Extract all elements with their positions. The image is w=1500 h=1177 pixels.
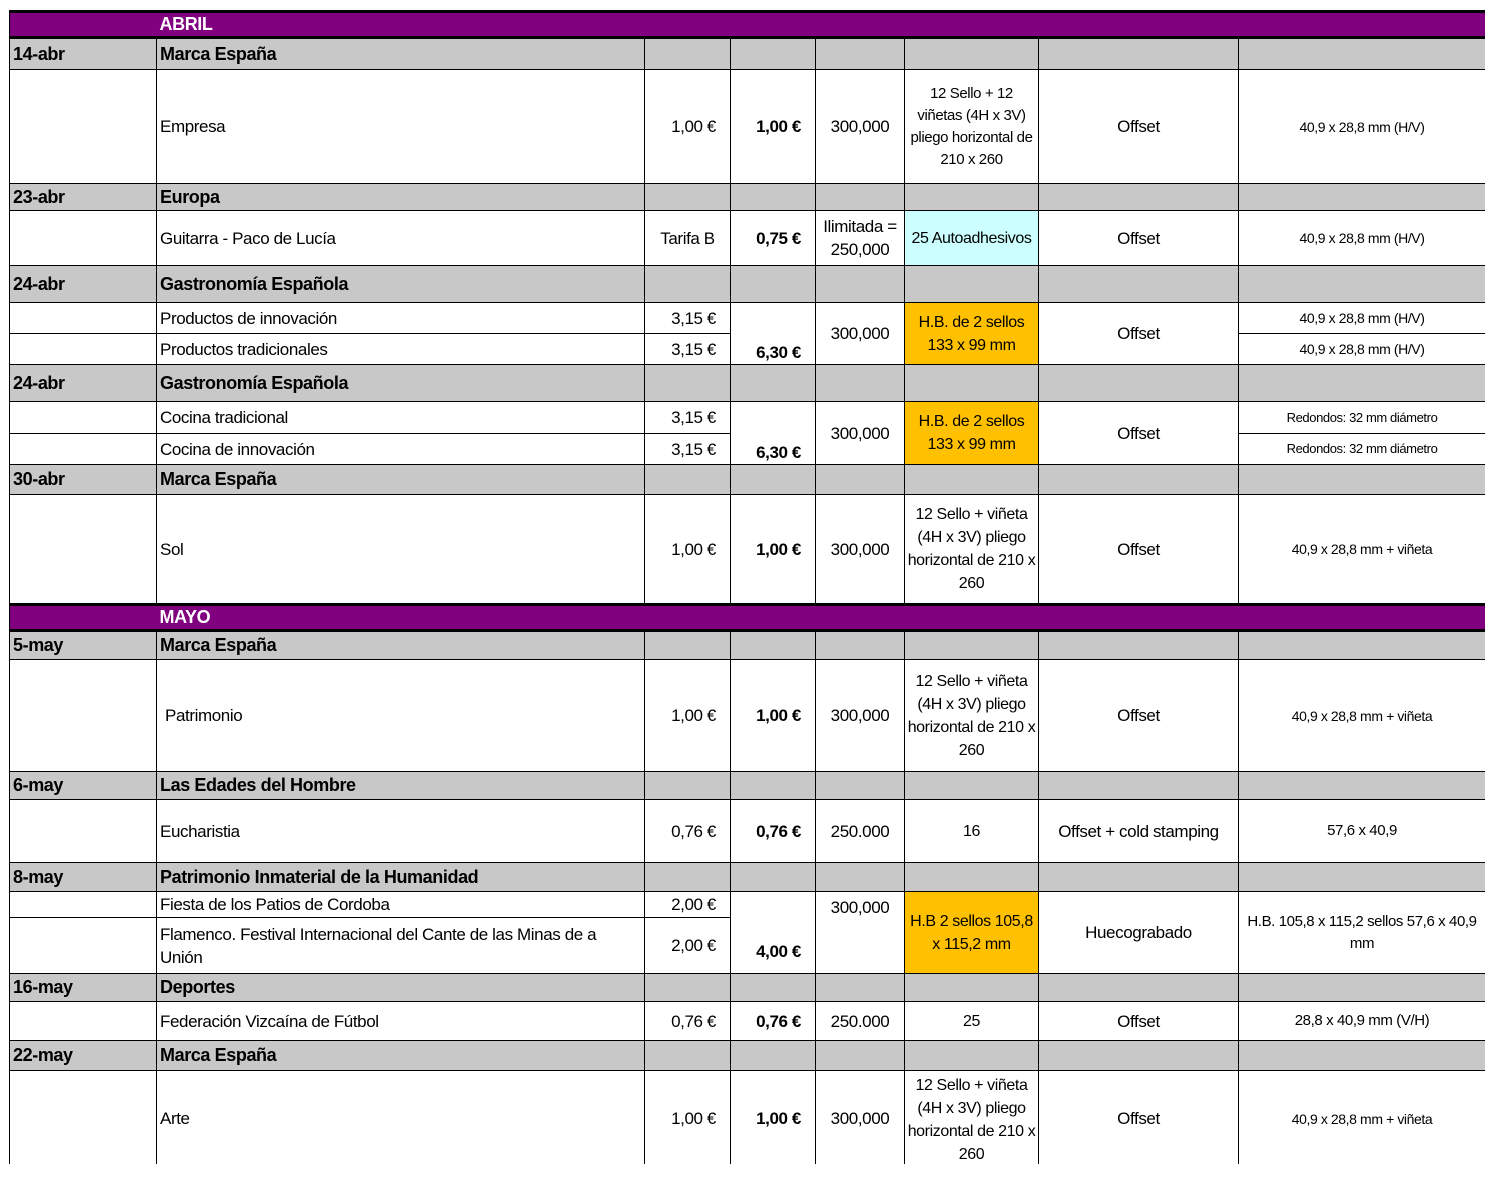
stamp-name: Patrimonio bbox=[157, 660, 645, 772]
stamp-name: Sol bbox=[157, 495, 645, 605]
face-value: 1,00 € bbox=[645, 1071, 731, 1165]
sheet-format: 12 Sello + viñeta (4H x 3V) pliego horizontal de 210 x 260 bbox=[905, 660, 1039, 772]
stamp-name: Productos de innovación bbox=[157, 303, 645, 334]
series-name: Marca España bbox=[157, 38, 645, 70]
printing-method: Offset + cold stamping bbox=[1039, 800, 1239, 863]
stamp-size: 40,9 x 28,8 mm + viñeta bbox=[1239, 660, 1486, 772]
face-value: 0,76 € bbox=[645, 1002, 731, 1041]
stamp-size: 40,9 x 28,8 mm (H/V) bbox=[1239, 211, 1486, 266]
sheet-format: 25 Autoadhesivos bbox=[905, 211, 1039, 266]
face-value: 3,15 € bbox=[645, 434, 731, 465]
stamp-name: Fiesta de los Patios de Cordoba bbox=[157, 892, 645, 918]
printing-method: Huecograbado bbox=[1039, 892, 1239, 974]
face-value: 3,15 € bbox=[645, 303, 731, 334]
stamp-name: Eucharistia bbox=[157, 800, 645, 863]
stamp-row bbox=[10, 660, 1486, 772]
issue-date: 23-abr bbox=[10, 184, 157, 211]
stamp-row bbox=[10, 495, 1486, 605]
print-run: 300,000 bbox=[816, 495, 905, 605]
section-row bbox=[10, 1041, 1486, 1071]
issue-date: 24-abr bbox=[10, 266, 157, 303]
series-name: Gastronomía Española bbox=[157, 266, 645, 303]
series-name: Gastronomía Española bbox=[157, 365, 645, 402]
section-row bbox=[10, 863, 1486, 892]
sheet-format: 12 Sello + viñeta (4H x 3V) pliego horizontal de 210 x 260 bbox=[905, 1071, 1039, 1165]
stamp-size: 40,9 x 28,8 mm + viñeta bbox=[1239, 1071, 1486, 1165]
print-run: 300,000 bbox=[816, 892, 905, 974]
print-run: 250.000 bbox=[816, 1002, 905, 1041]
stamp-row bbox=[10, 892, 1486, 918]
issue-date: 24-abr bbox=[10, 365, 157, 402]
month-header-april bbox=[10, 12, 1486, 38]
section-row bbox=[10, 184, 1486, 211]
sheet-format: 12 Sello + viñeta (4H x 3V) pliego horizontal de 210 x 260 bbox=[905, 495, 1039, 605]
total-value: 0,75 € bbox=[731, 211, 816, 266]
stamp-row bbox=[10, 211, 1486, 266]
stamp-size: 40,9 x 28,8 mm (H/V) bbox=[1239, 303, 1486, 334]
stamp-issue-table bbox=[9, 10, 1485, 1164]
issue-date: 6-may bbox=[10, 772, 157, 800]
printing-method: Offset bbox=[1039, 70, 1239, 184]
series-name: Marca España bbox=[157, 1041, 645, 1071]
print-run: 300,000 bbox=[816, 660, 905, 772]
section-row bbox=[10, 266, 1486, 303]
stamp-size: Redondos: 32 mm diámetro bbox=[1239, 434, 1486, 465]
stamp-name: Arte bbox=[157, 1071, 645, 1165]
stamp-row bbox=[10, 1071, 1486, 1165]
print-run: 300,000 bbox=[816, 402, 905, 465]
face-value: 2,00 € bbox=[645, 918, 731, 974]
sheet-format: 12 Sello + 12 viñetas (4H x 3V) pliego horizontal de 210 x 260 bbox=[905, 70, 1039, 184]
face-value: 1,00 € bbox=[645, 660, 731, 772]
section-row bbox=[10, 365, 1486, 402]
stamp-size: 57,6 x 40,9 bbox=[1239, 800, 1486, 863]
face-value: 2,00 € bbox=[645, 892, 731, 918]
issue-date: 8-may bbox=[10, 863, 157, 892]
month-label: ABRIL bbox=[157, 12, 1486, 38]
sheet-format: 25 bbox=[905, 1002, 1039, 1041]
stamp-row bbox=[10, 402, 1486, 434]
face-value: 3,15 € bbox=[645, 402, 731, 434]
stamp-size: Redondos: 32 mm diámetro bbox=[1239, 402, 1486, 434]
face-value: 1,00 € bbox=[645, 495, 731, 605]
sheet-format: H.B. de 2 sellos 133 x 99 mm bbox=[905, 303, 1039, 365]
printing-method: Offset bbox=[1039, 402, 1239, 465]
series-name: Patrimonio Inmaterial de la Humanidad bbox=[157, 863, 645, 892]
stamp-row bbox=[10, 303, 1486, 334]
sheet-format: H.B 2 sellos 105,8 x 115,2 mm bbox=[905, 892, 1039, 974]
section-row bbox=[10, 465, 1486, 495]
series-name: Marca España bbox=[157, 631, 645, 660]
stamp-name: Cocina tradicional bbox=[157, 402, 645, 434]
stamp-name: Federación Vizcaína de Fútbol bbox=[157, 1002, 645, 1041]
stamp-name: Cocina de innovación bbox=[157, 434, 645, 465]
stamp-size: 40,9 x 28,8 mm (H/V) bbox=[1239, 334, 1486, 365]
printing-method: Offset bbox=[1039, 211, 1239, 266]
stamp-size: H.B. 105,8 x 115,2 sellos 57,6 x 40,9 mm bbox=[1239, 892, 1486, 974]
stamp-name: Productos tradicionales bbox=[157, 334, 645, 365]
stamp-issue-table-sheet bbox=[9, 10, 1485, 1164]
print-run: 300,000 bbox=[816, 1071, 905, 1165]
print-run: 300,000 bbox=[816, 70, 905, 184]
face-value: Tarifa B bbox=[645, 211, 731, 266]
print-run: 300,000 bbox=[816, 303, 905, 365]
section-row bbox=[10, 38, 1486, 70]
stamp-size: 40,9 x 28,8 mm + viñeta bbox=[1239, 495, 1486, 605]
total-value: 0,76 € bbox=[731, 800, 816, 863]
face-value: 0,76 € bbox=[645, 800, 731, 863]
printing-method: Offset bbox=[1039, 1002, 1239, 1041]
total-value: 6,30 € bbox=[731, 303, 816, 365]
print-run: Ilimitada = 250,000 bbox=[816, 211, 905, 266]
sheet-format: 16 bbox=[905, 800, 1039, 863]
printing-method: Offset bbox=[1039, 495, 1239, 605]
total-value: 1,00 € bbox=[731, 1071, 816, 1165]
sheet-format: H.B. de 2 sellos 133 x 99 mm bbox=[905, 402, 1039, 465]
stamp-name: Empresa bbox=[157, 70, 645, 184]
total-value: 6,30 € bbox=[731, 402, 816, 465]
face-value: 1,00 € bbox=[645, 70, 731, 184]
series-name: Deportes bbox=[157, 974, 645, 1002]
face-value: 3,15 € bbox=[645, 334, 731, 365]
series-name: Marca España bbox=[157, 465, 645, 495]
month-label: MAYO bbox=[157, 605, 1486, 631]
total-value: 1,00 € bbox=[731, 70, 816, 184]
issue-date: 5-may bbox=[10, 631, 157, 660]
stamp-row bbox=[10, 1002, 1486, 1041]
stamp-name: Flamenco. Festival Internacional del Cante de las Minas de a Unión bbox=[157, 918, 645, 974]
printing-method: Offset bbox=[1039, 660, 1239, 772]
total-value: 1,00 € bbox=[731, 660, 816, 772]
issue-date: 14-abr bbox=[10, 38, 157, 70]
issue-date: 22-may bbox=[10, 1041, 157, 1071]
section-row bbox=[10, 974, 1486, 1002]
stamp-size: 28,8 x 40,9 mm (V/H) bbox=[1239, 1002, 1486, 1041]
total-value: 4,00 € bbox=[731, 892, 816, 974]
month-header-may bbox=[10, 605, 1486, 631]
series-name: Las Edades del Hombre bbox=[157, 772, 645, 800]
total-value: 0,76 € bbox=[731, 1002, 816, 1041]
stamp-row bbox=[10, 800, 1486, 863]
printing-method: Offset bbox=[1039, 1071, 1239, 1165]
section-row bbox=[10, 631, 1486, 660]
stamp-row bbox=[10, 70, 1486, 184]
stamp-size: 40,9 x 28,8 mm (H/V) bbox=[1239, 70, 1486, 184]
issue-date: 30-abr bbox=[10, 465, 157, 495]
total-value: 1,00 € bbox=[731, 495, 816, 605]
print-run: 250.000 bbox=[816, 800, 905, 863]
series-name: Europa bbox=[157, 184, 645, 211]
stamp-name: Guitarra - Paco de Lucía bbox=[157, 211, 645, 266]
printing-method: Offset bbox=[1039, 303, 1239, 365]
section-row bbox=[10, 772, 1486, 800]
issue-date: 16-may bbox=[10, 974, 157, 1002]
